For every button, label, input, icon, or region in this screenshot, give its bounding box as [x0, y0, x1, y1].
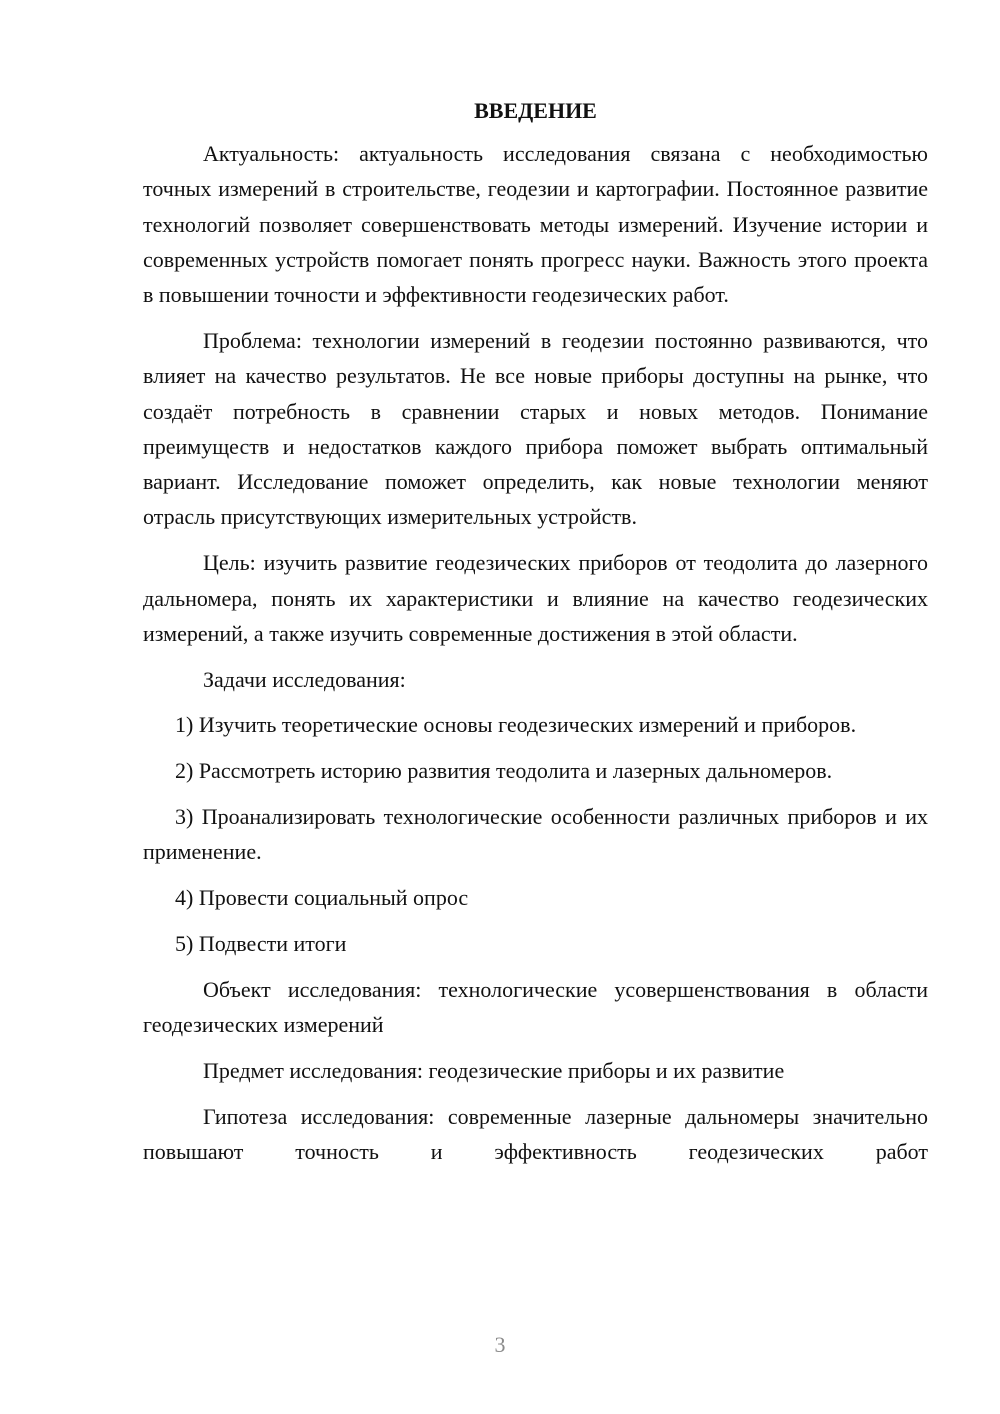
task-item-5: 5) Подвести итоги	[175, 930, 347, 956]
section-title: ВВЕДЕНИЕ	[474, 98, 597, 123]
task-item-2: 2) Рассмотреть историю развития теодолита и лазерных дальномеров.	[175, 758, 833, 784]
relevance-paragraph: Актуальность: актуальность исследования связана с необходимостью точных измерений в строительстве, геодезии и картографии. Постоянное развитие технологий позволяет совершенствовать методы измерений. Изучение истории и современных устройств помогает понять прогресс науки. Важность этого проекта в повышении точности и эффективности геодезических работ.	[143, 141, 928, 308]
object-paragraph: Объект исследования: технологические усовершенствования в области геодезических измерений	[143, 976, 928, 1038]
task-item-1: 1) Изучить теоретические основы геодезических измерений и приборов.	[175, 712, 857, 738]
problem-paragraph: Проблема: технологии измерений в геодезии постоянно развиваются, что влияет на качество результатов. Не все новые приборы доступны на рынке, что создаёт потребность в сравнении старых и новых методов. Понимание преимуществ и недостатков каждого прибора поможет выбрать оптимальный вариант. Исследование поможет определить, как новые технологии меняют отрасль присутствующих измерительных устройств.	[143, 327, 928, 530]
tasks-heading: Задачи исследования:	[203, 666, 406, 692]
page-content	[143, 96, 928, 1180]
task-item-4: 4) Провести социальный опрос	[175, 885, 469, 911]
task-item-3: 3) Проанализировать технологические особенности различных приборов и их применение.	[143, 804, 928, 865]
page-number: 3	[494, 1332, 506, 1357]
hypothesis-paragraph: Гипотеза исследования: современные лазерные дальномеры значительно повышают точность и эффективность геодезических работ	[143, 1103, 928, 1164]
goal-paragraph: Цель: изучить развитие геодезических приборов от теодолита до лазерного дальномера, понять их характеристики и влияние на качество геодезических измерений, а также изучить современные достижения в этой области.	[143, 550, 928, 646]
subject-paragraph: Предмет исследования: геодезические приборы и их развитие	[203, 1057, 785, 1083]
